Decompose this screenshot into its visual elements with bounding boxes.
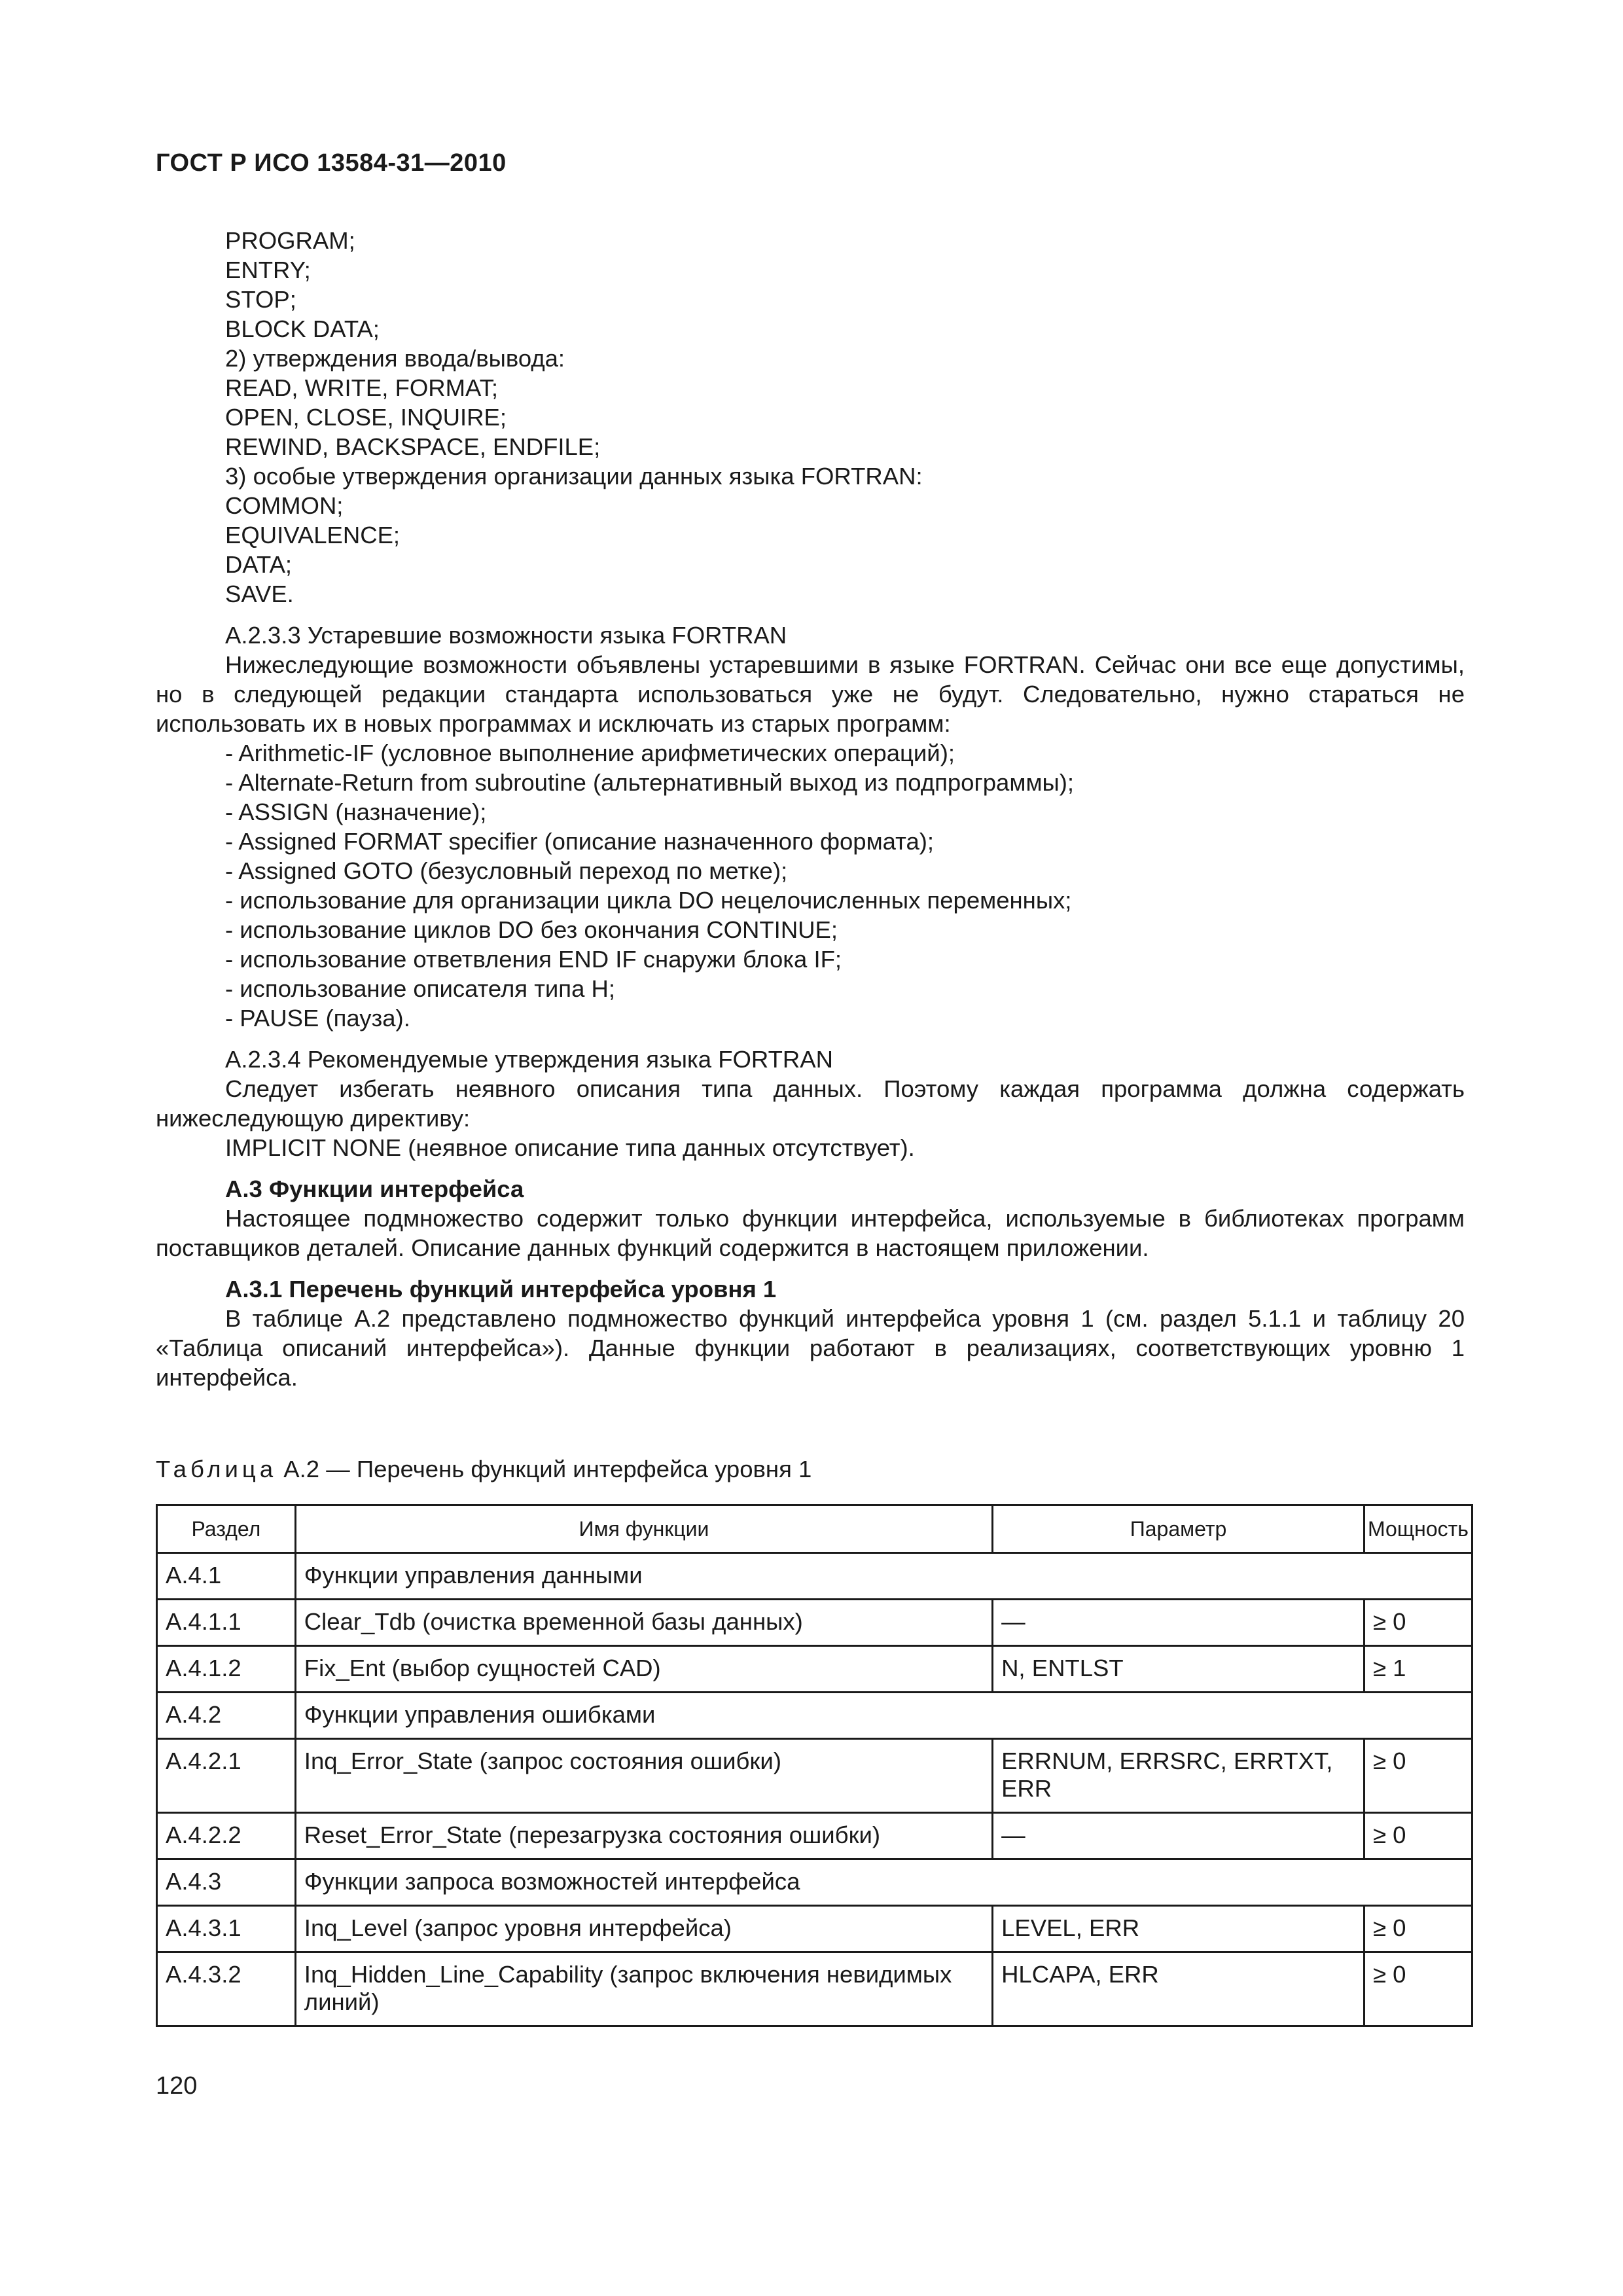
table-caption xyxy=(156,1456,812,1483)
table-row xyxy=(157,1813,1472,1859)
list-item: SAVE. xyxy=(225,581,294,607)
cell-name: Функции запроса возможностей интерфейса xyxy=(295,1859,1472,1906)
section-heading-a233: А.2.3.3 Устаревшие возможности языка FORTRAN xyxy=(225,622,787,649)
functions-table xyxy=(156,1504,1473,2027)
table-row xyxy=(157,1952,1472,2026)
list-item: - Alternate-Return from subroutine (альтернативный выход из подпрограммы); xyxy=(225,769,1075,796)
page-header: ГОСТ Р ИСО 13584-31—2010 xyxy=(156,149,507,177)
cell-section: А.4.1.2 xyxy=(157,1646,296,1693)
list-item: STOP; xyxy=(225,286,296,313)
cell-param: ERRNUM, ERRSRC, ERRTXT, ERR xyxy=(993,1739,1364,1813)
list-item: - Assigned GOTO (безусловный переход по метке); xyxy=(225,857,788,884)
cell-power: ≥ 0 xyxy=(1364,1600,1472,1646)
directive-line: IMPLICIT NONE (неявное описание типа данных отсутствует). xyxy=(225,1134,915,1161)
column-header-name: Имя функции xyxy=(295,1505,992,1553)
section-heading-a31: А.3.1 Перечень функций интерфейса уровня 1 xyxy=(225,1276,777,1302)
cell-param: HLCAPA, ERR xyxy=(993,1952,1364,2026)
list-item: 3) особые утверждения организации данных языка FORTRAN: xyxy=(225,463,923,490)
paragraph-a234: Следует избегать неявного описания типа данных. Поэтому каждая программа должна содержать нижеследующую директиву: xyxy=(156,1075,1465,1132)
table-row xyxy=(157,1646,1472,1693)
cell-param: N, ENTLST xyxy=(993,1646,1364,1693)
cell-name: Fix_Ent (выбор сущностей CAD) xyxy=(295,1646,992,1693)
list-item: - использование циклов DO без окончания CONTINUE; xyxy=(225,916,838,943)
list-item: - использование описателя типа H; xyxy=(225,975,616,1002)
list-item: - использование ответвления END IF снаружи блока IF; xyxy=(225,946,842,973)
table-row xyxy=(157,1600,1472,1646)
list-item: ENTRY; xyxy=(225,257,311,283)
cell-section: А.4.3.2 xyxy=(157,1952,296,2026)
cell-section: А.4.2.1 xyxy=(157,1739,296,1813)
cell-name: Inq_Level (запрос уровня интерфейса) xyxy=(295,1906,992,1952)
table-section-row xyxy=(157,1693,1472,1739)
list-item: COMMON; xyxy=(225,492,344,519)
table-section-row xyxy=(157,1553,1472,1600)
cell-power: ≥ 0 xyxy=(1364,1906,1472,1952)
section-heading-a234: А.2.3.4 Рекомендуемые утверждения языка FORTRAN xyxy=(225,1046,833,1073)
cell-name: Reset_Error_State (перезагрузка состояния ошибки) xyxy=(295,1813,992,1859)
cell-name: Inq_Error_State (запрос состояния ошибки) xyxy=(295,1739,992,1813)
list-item: OPEN, CLOSE, INQUIRE; xyxy=(225,404,507,431)
cell-section: А.4.1.1 xyxy=(157,1600,296,1646)
cell-param: LEVEL, ERR xyxy=(993,1906,1364,1952)
list-item: - использование для организации цикла DO нецелочисленных переменных; xyxy=(225,887,1072,914)
cell-power: ≥ 1 xyxy=(1364,1646,1472,1693)
paragraph-a31: В таблице А.2 представлено подмножество функций интерфейса уровня 1 (см. раздел 5.1.1 и таблицу 20 «Таблица описаний интерфейса»). Данные функции работают в реализациях, соответствующих уровню 1 интерфейса. xyxy=(156,1305,1465,1391)
list-item: - ASSIGN (назначение); xyxy=(225,798,487,825)
cell-section: А.4.2 xyxy=(157,1693,296,1739)
list-item: EQUIVALENCE; xyxy=(225,522,401,548)
table-caption-text: А.2 — Перечень функций интерфейса уровня 1 xyxy=(283,1456,812,1482)
list-item: BLOCK DATA; xyxy=(225,315,380,342)
cell-section: А.4.3.1 xyxy=(157,1906,296,1952)
cell-power: ≥ 0 xyxy=(1364,1813,1472,1859)
cell-param: — xyxy=(993,1813,1364,1859)
list-item: - Arithmetic-IF (условное выполнение арифметических операций); xyxy=(225,740,955,766)
cell-param: — xyxy=(993,1600,1364,1646)
column-header-section: Раздел xyxy=(157,1505,296,1553)
paragraph-a233: Нижеследующие возможности объявлены устаревшими в языке FORTRAN. Сейчас они все еще допустимы, но в следующей редакции стандарта использоваться уже не будут. Следовательно, нужно стараться не использовать их в новых программах и исключать из старых программ: xyxy=(156,651,1465,737)
list-item: PROGRAM; xyxy=(225,227,355,254)
list-item: - Assigned FORMAT specifier (описание назначенного формата); xyxy=(225,828,935,855)
statement-list xyxy=(156,226,1465,609)
cell-name: Inq_Hidden_Line_Capability (запрос включения невидимых линий) xyxy=(295,1952,992,2026)
page-number: 120 xyxy=(156,2072,198,2100)
table-section-row xyxy=(157,1859,1472,1906)
document-body xyxy=(156,226,1465,1392)
list-item: DATA; xyxy=(225,551,293,578)
cell-name: Функции управления ошибками xyxy=(295,1693,1472,1739)
table-header-row xyxy=(157,1505,1472,1553)
table-row xyxy=(157,1906,1472,1952)
cell-name: Clear_Tdb (очистка временной базы данных) xyxy=(295,1600,992,1646)
column-header-power: Мощность xyxy=(1364,1505,1472,1553)
cell-section: А.4.3 xyxy=(157,1859,296,1906)
cell-section: А.4.2.2 xyxy=(157,1813,296,1859)
cell-power: ≥ 0 xyxy=(1364,1952,1472,2026)
cell-name: Функции управления данными xyxy=(295,1553,1472,1600)
list-item: REWIND, BACKSPACE, ENDFILE; xyxy=(225,433,601,460)
column-header-param: Параметр xyxy=(993,1505,1364,1553)
cell-section: А.4.1 xyxy=(157,1553,296,1600)
table-row xyxy=(157,1739,1472,1813)
paragraph-a3: Настоящее подмножество содержит только функции интерфейса, используемые в библиотеках программ поставщиков деталей. Описание данных функций содержится в настоящем приложении. xyxy=(156,1205,1465,1261)
list-item: READ, WRITE, FORMAT; xyxy=(225,374,499,401)
obsolete-features-list xyxy=(156,738,1465,1033)
list-item: - PAUSE (пауза). xyxy=(225,1005,410,1031)
cell-power: ≥ 0 xyxy=(1364,1739,1472,1813)
list-item: 2) утверждения ввода/вывода: xyxy=(225,345,565,372)
section-heading-a3: А.3 Функции интерфейса xyxy=(225,1175,524,1202)
table-caption-label: Таблица xyxy=(156,1456,277,1482)
